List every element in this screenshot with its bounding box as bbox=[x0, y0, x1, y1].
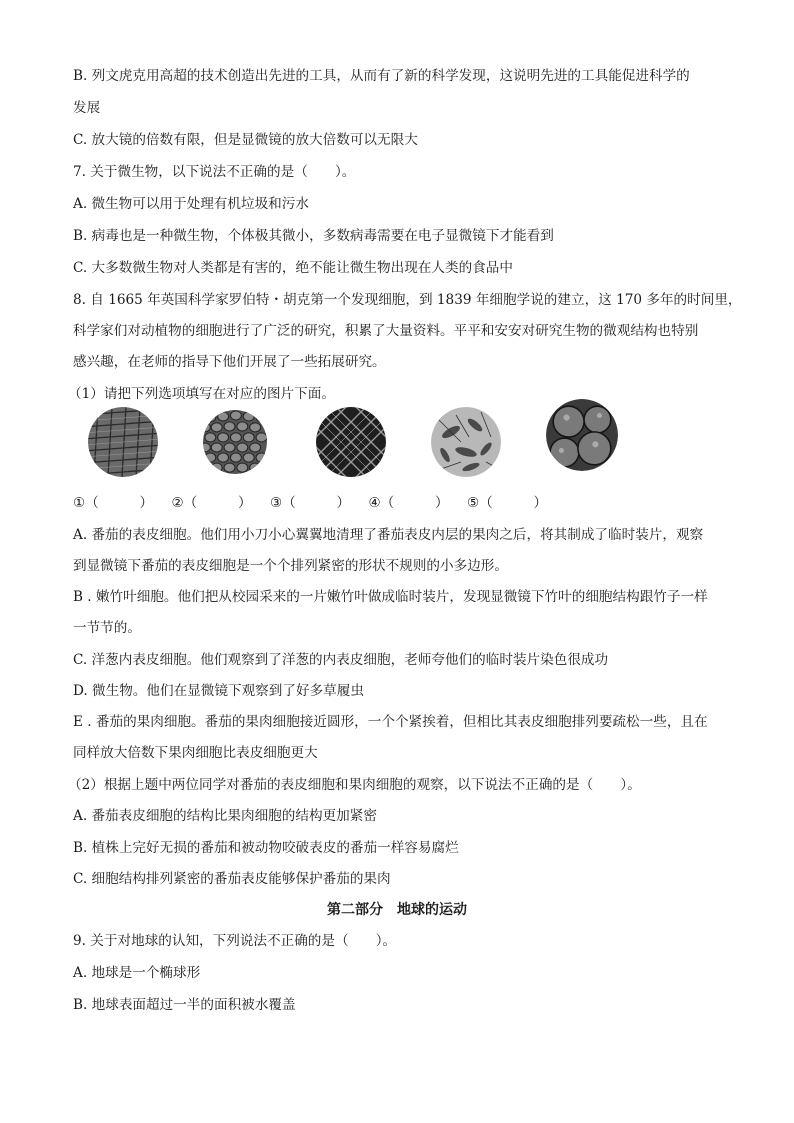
sub2-option-c: C. 细胞结构排列紧密的番茄表皮能够保护番茄的果肉 bbox=[73, 871, 391, 887]
blank-5[interactable]: ⑤（ ） bbox=[466, 495, 548, 511]
question-8-line1: 8. 自 1665 年英国科学家罗伯特・胡克第一个发现细胞，到 1839 年细胞学说的建立，这 170 多年的时间里， bbox=[73, 292, 742, 308]
q7-option-a: A. 微生物可以用于处理有机垃圾和污水 bbox=[73, 196, 309, 212]
question-8-line2: 科学家们对动植物的细胞进行了广泛的研究，积累了大量资料。平平和安安对研究生物的微观结构也特别 bbox=[73, 323, 699, 339]
q6-option-b-line2: 发展 bbox=[73, 100, 101, 116]
q8-sub2: （2）根据上题中两位同学对番茄的表皮细胞和果肉细胞的观察，以下说法不正确的是（ ）。 bbox=[68, 777, 641, 793]
micrograph-3 bbox=[316, 407, 386, 477]
blank-2[interactable]: ②（ ） bbox=[171, 495, 252, 511]
option-a-line1: A. 番茄的表皮细胞。他们用小刀小心翼翼地清理了番茄表皮内层的果肉之后，将其制成了临时装片，观察 bbox=[73, 527, 704, 543]
micrograph-4 bbox=[431, 407, 501, 477]
microscope-images bbox=[88, 407, 728, 483]
question-9: 9. 关于对地球的认知，下列说法不正确的是（ ）。 bbox=[73, 933, 397, 949]
micrograph-1 bbox=[88, 407, 158, 477]
option-b-line1: B . 嫩竹叶细胞。他们把从校园采来的一片嫩竹叶做成临时装片，发现显微镜下竹叶的细胞结构跟竹子一样 bbox=[73, 589, 708, 605]
q7-option-c: C. 大多数微生物对人类都是有害的，绝不能让微生物出现在人类的食品中 bbox=[73, 260, 513, 276]
option-e-line2: 同样放大倍数下果肉细胞比表皮细胞更大 bbox=[73, 745, 318, 761]
micrograph-5 bbox=[546, 399, 618, 471]
sub2-option-a: A. 番茄表皮细胞的结构比果肉细胞的结构更加紧密 bbox=[73, 808, 377, 824]
answer-blanks bbox=[73, 494, 547, 512]
blank-3[interactable]: ③（ ） bbox=[269, 495, 351, 511]
option-d: D. 微生物。他们在显微镜下观察到了好多草履虫 bbox=[73, 683, 364, 699]
q8-sub1: （1）请把下列选项填写在对应的图片下面。 bbox=[68, 386, 335, 402]
q9-option-a: A. 地球是一个椭球形 bbox=[73, 965, 201, 981]
q9-option-b: B. 地球表面超过一半的面积被水覆盖 bbox=[73, 997, 296, 1013]
question-8-line3: 感兴趣，在老师的指导下他们开展了一些拓展研究。 bbox=[73, 354, 386, 370]
sub2-option-b: B. 植株上完好无损的番茄和被动物咬破表皮的番茄一样容易腐烂 bbox=[73, 840, 459, 856]
option-a-line2: 到显微镜下番茄的表皮细胞是一个个排列紧密的形状不规则的小多边形。 bbox=[73, 558, 508, 574]
micrograph-2 bbox=[203, 410, 267, 474]
option-c: C. 洋葱内表皮细胞。他们观察到了洋葱的内表皮细胞，老师夸他们的临时装片染色很成功 bbox=[73, 652, 609, 668]
q6-option-b-line1: B. 列文虎克用高超的技术创造出先进的工具，从而有了新的科学发现，这说明先进的工具能促进科学的 bbox=[73, 68, 690, 84]
blank-4[interactable]: ④（ ） bbox=[368, 495, 449, 511]
question-7: 7. 关于微生物，以下说法不正确的是（ ）。 bbox=[73, 164, 356, 180]
option-e-line1: E . 番茄的果肉细胞。番茄的果肉细胞接近圆形，一个个紧挨着，但相比其表皮细胞排列要疏松一些，且在 bbox=[73, 714, 708, 730]
blank-1[interactable]: ①（ ） bbox=[73, 495, 154, 511]
q6-option-c: C. 放大镜的倍数有限，但是显微镜的放大倍数可以无限大 bbox=[73, 132, 418, 148]
option-b-line2: 一节节的。 bbox=[73, 620, 141, 636]
section-title: 第二部分 地球的运动 bbox=[327, 902, 467, 918]
q7-option-b: B. 病毒也是一种微生物，个体极其微小，多数病毒需要在电子显微镜下才能看到 bbox=[73, 228, 554, 244]
